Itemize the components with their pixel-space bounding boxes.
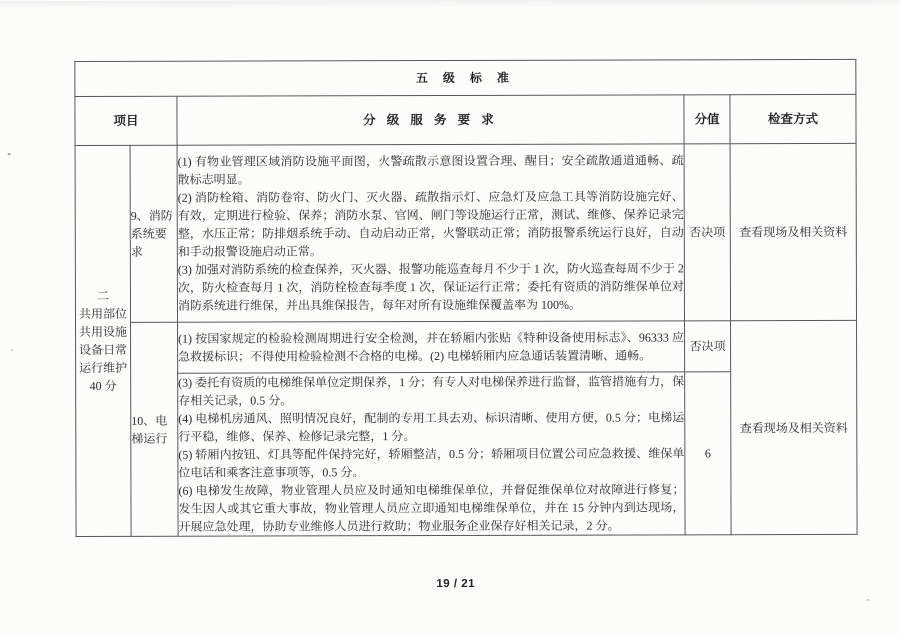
requirement-paragraph: (1) 按国家规定的检验检测周期进行安全检测，并在轿厢内张贴《特种设备使用标志》、96333 应急救援标识；不得使用检验检测不合格的电梯。(2) 电梯轿厢内应急通话装置清晰、通畅。 <box>178 330 685 364</box>
inspection-fire-system: 查看现场及相关资料 <box>730 143 856 320</box>
page-number: 19 / 21 <box>436 577 476 591</box>
scan-speck <box>867 599 870 601</box>
table-title: 五 级 标 准 <box>75 59 856 96</box>
requirements-elevator-veto <box>178 321 685 373</box>
inspection-elevator: 查看现场及相关资料 <box>731 320 858 534</box>
project-group-line: 40 分 <box>89 378 117 393</box>
requirement-paragraph: (6) 电梯发生故障，物业管理人员应及时通知电梯维保单位，并督促维保单位对故障进行修复；发生因人或其它重大事故，物业管理人员应立即通知电梯维保单位，并在 15 分钟内到达现场，开展应急处理，协助专业维修人员进行救助；物业服务企业保存好相关记录，2 分。 <box>178 482 685 534</box>
score-elevator-veto: 否决项 <box>685 321 731 372</box>
requirement-paragraph: (5) 轿厢内按钮、灯具等配件保持完好，轿厢整洁，0.5 分；轿厢项目位置公司应急救援、维保单位电话和乘客注意事项等，0.5 分。 <box>178 446 685 480</box>
item-label-elevator: 10、电梯运行 <box>131 322 179 536</box>
project-group-line: 共用设施 <box>79 324 128 339</box>
project-group-line: 二 <box>96 288 109 303</box>
requirement-paragraph: (3) 委托有资质的电梯维保单位定期保养，1 分；有专人对电梯保养进行监督，监管措施有力，保存相关记录，0.5 分。 <box>178 374 685 408</box>
column-header-project: 项目 <box>75 96 177 145</box>
item-label-fire-system: 9、消防系统要求 <box>130 145 177 322</box>
requirements-elevator-scored <box>178 372 685 536</box>
requirement-paragraph: (1) 有物业管理区域消防设施平面图，火警疏散示意图设置合理、醒目；安全疏散通道通畅、疏散标志明显。 <box>177 153 684 187</box>
requirement-paragraph: (3) 加强对消防系统的检查保养，灭火器、报警功能巡查每月不少于 1 次，防火巡查每周不少于 2 次，防火检查每月 1 次，消防栓检查每季度 1 次，保证运行正常；委托有资质的消防维保单位对消防系统进行维保，并出具维保报告，每年对所有设施维保覆盖率为 100%。 <box>177 261 684 313</box>
scan-speck <box>11 349 13 351</box>
column-header-inspection: 检查方式 <box>730 94 856 143</box>
column-header-score: 分值 <box>684 95 730 144</box>
column-header-requirements: 分 级 服 务 要 求 <box>177 95 684 145</box>
scan-shading <box>0 0 899 9</box>
score-fire-system: 否决项 <box>684 144 730 321</box>
project-group-line: 运行维护 <box>79 360 128 375</box>
requirement-paragraph: (2) 消防栓箱、消防卷帘、防火门、灭火器、疏散指示灯、应急灯及应急工具等消防设施完好、有效，定期进行检验、保养；消防水泵、官网、闸门等设施运行正常，测试、维修、保养记录完整，水压正常；防排烟系统手动、自动启动正常，火警联动正常；消防报警系统运行良好，自动和手动报警设施启动正常。 <box>177 189 684 259</box>
project-group-cell <box>75 145 131 536</box>
project-group-line: 设备日常 <box>79 342 128 357</box>
requirements-fire-system <box>177 144 684 322</box>
score-elevator-scored: 6 <box>685 372 731 535</box>
project-group-line: 共用部位 <box>78 306 128 321</box>
scan-speck <box>8 153 11 155</box>
requirement-paragraph: (4) 电梯机房通风、照明情况良好，配制的专用工具去劝、标识清晰、使用方便，0.5 分；电梯运行平稳，维修、保养、检修记录完整，1 分。 <box>178 410 685 444</box>
standards-table <box>74 59 857 537</box>
